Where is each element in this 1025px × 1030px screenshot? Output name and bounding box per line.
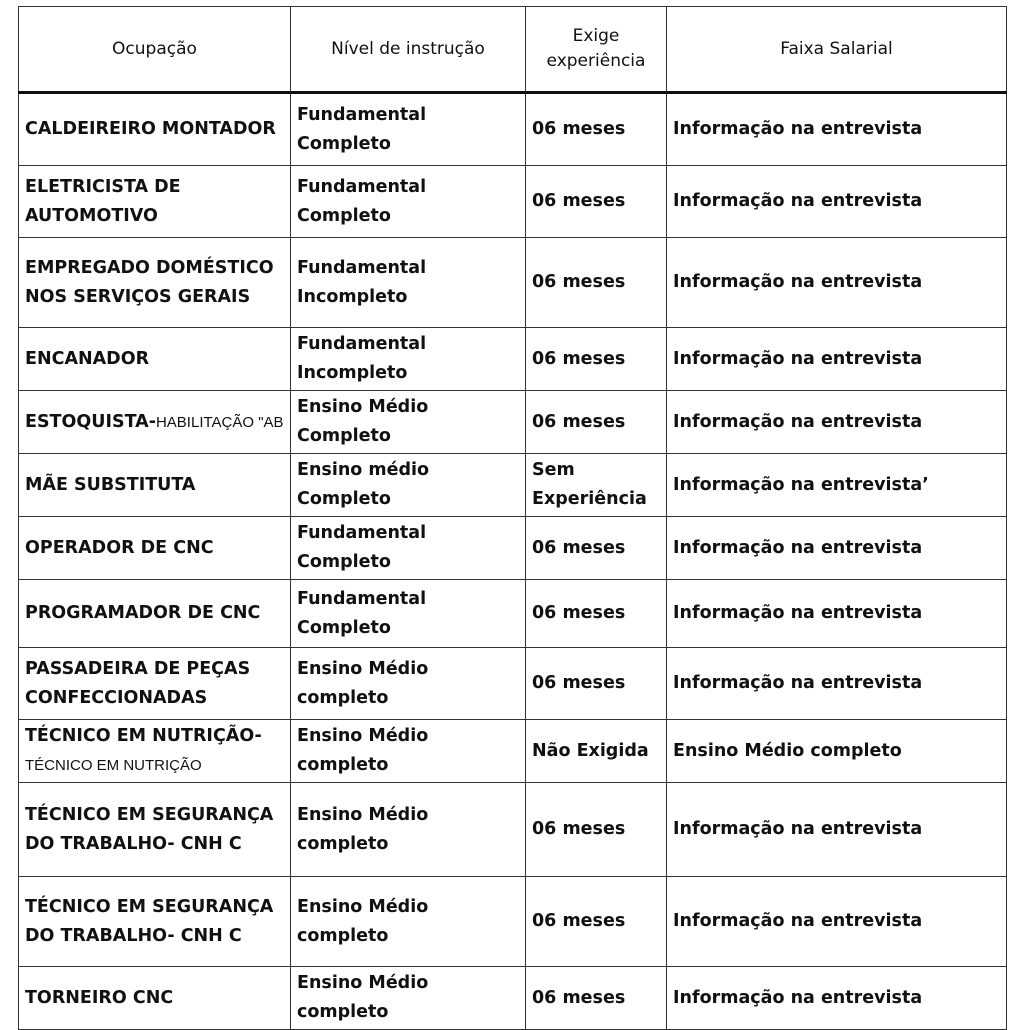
- occupation-name: CALDEIREIRO MONTADOR: [25, 119, 276, 139]
- table-row: [19, 328, 1007, 391]
- occupation-name: ELETRICISTA DE AUTOMOTIVO: [25, 176, 181, 226]
- table-row: [19, 580, 1007, 648]
- cell-nivel-instrucao: Ensino Médio completo: [291, 783, 526, 877]
- cell-exige-experiencia: Sem Experiência: [526, 454, 667, 517]
- table-row: [19, 877, 1007, 967]
- cell-exige-experiencia: 06 meses: [526, 783, 667, 877]
- cell-ocupacao: [19, 877, 291, 967]
- table-row: [19, 454, 1007, 517]
- cell-nivel-instrucao: Ensino Médio completo: [291, 877, 526, 967]
- cell-faixa-salarial: Informação na entrevista: [667, 648, 1007, 720]
- table-row: [19, 166, 1007, 238]
- cell-ocupacao: [19, 328, 291, 391]
- header-exige-line1: Exige: [572, 26, 620, 46]
- cell-exige-experiencia: 06 meses: [526, 328, 667, 391]
- cell-ocupacao: [19, 648, 291, 720]
- cell-exige-experiencia: Não Exigida: [526, 720, 667, 783]
- cell-faixa-salarial: Informação na entrevista: [667, 238, 1007, 328]
- cell-nivel-instrucao: Ensino médio Completo: [291, 454, 526, 517]
- occupation-subtitle: TÉCNICO EM NUTRIÇÃO: [25, 757, 202, 774]
- occupation-name: MÃE SUBSTITUTA: [25, 474, 196, 495]
- cell-ocupacao: [19, 783, 291, 877]
- cell-faixa-salarial: Informação na entrevista: [667, 391, 1007, 454]
- cell-ocupacao: [19, 93, 291, 166]
- cell-exige-experiencia: 06 meses: [526, 93, 667, 166]
- cell-faixa-salarial: Informação na entrevista: [667, 328, 1007, 391]
- job-openings-table: [18, 6, 1007, 1030]
- cell-nivel-instrucao: Fundamental Completo: [291, 93, 526, 166]
- cell-faixa-salarial: Informação na entrevista: [667, 517, 1007, 580]
- table-row: [19, 517, 1007, 580]
- occupation-name: PASSADEIRA DE PEÇAS CONFECCIONADAS: [25, 658, 251, 708]
- table-row: [19, 238, 1007, 328]
- cell-faixa-salarial: Informação na entrevista: [667, 783, 1007, 877]
- cell-faixa-salarial: Informação na entrevista: [667, 93, 1007, 166]
- header-exige-experiencia: [526, 7, 667, 93]
- cell-exige-experiencia: 06 meses: [526, 967, 667, 1030]
- cell-ocupacao: [19, 580, 291, 648]
- cell-nivel-instrucao: Ensino Médio completo: [291, 967, 526, 1030]
- occupation-name: TÉCNICO EM SEGURANÇA DO TRABALHO- CNH C: [25, 896, 274, 946]
- cell-nivel-instrucao: Fundamental Incompleto: [291, 328, 526, 391]
- cell-ocupacao: [19, 238, 291, 328]
- cell-exige-experiencia: 06 meses: [526, 166, 667, 238]
- occupation-subtitle: HABILITAÇÃO "AB: [155, 413, 284, 431]
- header-nivel-instrucao: Nível de instrução: [291, 7, 526, 93]
- cell-ocupacao: [19, 967, 291, 1030]
- occupation-name: ENCANADOR: [25, 348, 150, 369]
- cell-nivel-instrucao: Ensino Médio Completo: [291, 391, 526, 454]
- table-row: [19, 391, 1007, 454]
- cell-exige-experiencia: 06 meses: [526, 877, 667, 967]
- cell-nivel-instrucao: Fundamental Completo: [291, 580, 526, 648]
- cell-ocupacao: [19, 720, 291, 783]
- cell-faixa-salarial: Ensino Médio completo: [667, 720, 1007, 783]
- cell-nivel-instrucao: Fundamental Incompleto: [291, 238, 526, 328]
- cell-nivel-instrucao: Fundamental Completo: [291, 166, 526, 238]
- table-row: [19, 967, 1007, 1030]
- header-faixa-salarial: Faixa Salarial: [667, 7, 1007, 93]
- cell-faixa-salarial: Informação na entrevista: [667, 166, 1007, 238]
- cell-exige-experiencia: 06 meses: [526, 391, 667, 454]
- cell-ocupacao: [19, 454, 291, 517]
- cell-faixa-salarial: Informação na entrevista: [667, 967, 1007, 1030]
- occupation-name: PROGRAMADOR DE CNC: [25, 603, 261, 623]
- cell-faixa-salarial: Informação na entrevista’: [667, 454, 1007, 517]
- cell-nivel-instrucao: Ensino Médio completo: [291, 720, 526, 783]
- header-exige-line2: experiência: [546, 51, 646, 71]
- header-row: [19, 7, 1007, 93]
- occupation-name: TÉCNICO EM SEGURANÇA DO TRABALHO- CNH C: [25, 804, 274, 854]
- cell-ocupacao: [19, 517, 291, 580]
- cell-faixa-salarial: Informação na entrevista: [667, 877, 1007, 967]
- occupation-name: OPERADOR DE CNC: [25, 537, 214, 558]
- table-row: [19, 783, 1007, 877]
- cell-exige-experiencia: 06 meses: [526, 580, 667, 648]
- table-row: [19, 648, 1007, 720]
- occupation-name: TÉCNICO EM NUTRIÇÃO-: [25, 726, 262, 746]
- cell-exige-experiencia: 06 meses: [526, 238, 667, 328]
- occupation-name: ESTOQUISTA-: [25, 411, 156, 432]
- occupation-name: EMPREGADO DOMÉSTICO NOS SERVIÇOS GERAIS: [25, 257, 274, 307]
- cell-ocupacao: [19, 166, 291, 238]
- header-ocupacao: Ocupação: [19, 7, 291, 93]
- cell-nivel-instrucao: Fundamental Completo: [291, 517, 526, 580]
- table-row: [19, 720, 1007, 783]
- cell-nivel-instrucao: Ensino Médio completo: [291, 648, 526, 720]
- cell-faixa-salarial: Informação na entrevista: [667, 580, 1007, 648]
- cell-exige-experiencia: 06 meses: [526, 648, 667, 720]
- table-row: [19, 93, 1007, 166]
- occupation-name: TORNEIRO CNC: [25, 987, 174, 1008]
- cell-ocupacao: [19, 391, 291, 454]
- cell-exige-experiencia: 06 meses: [526, 517, 667, 580]
